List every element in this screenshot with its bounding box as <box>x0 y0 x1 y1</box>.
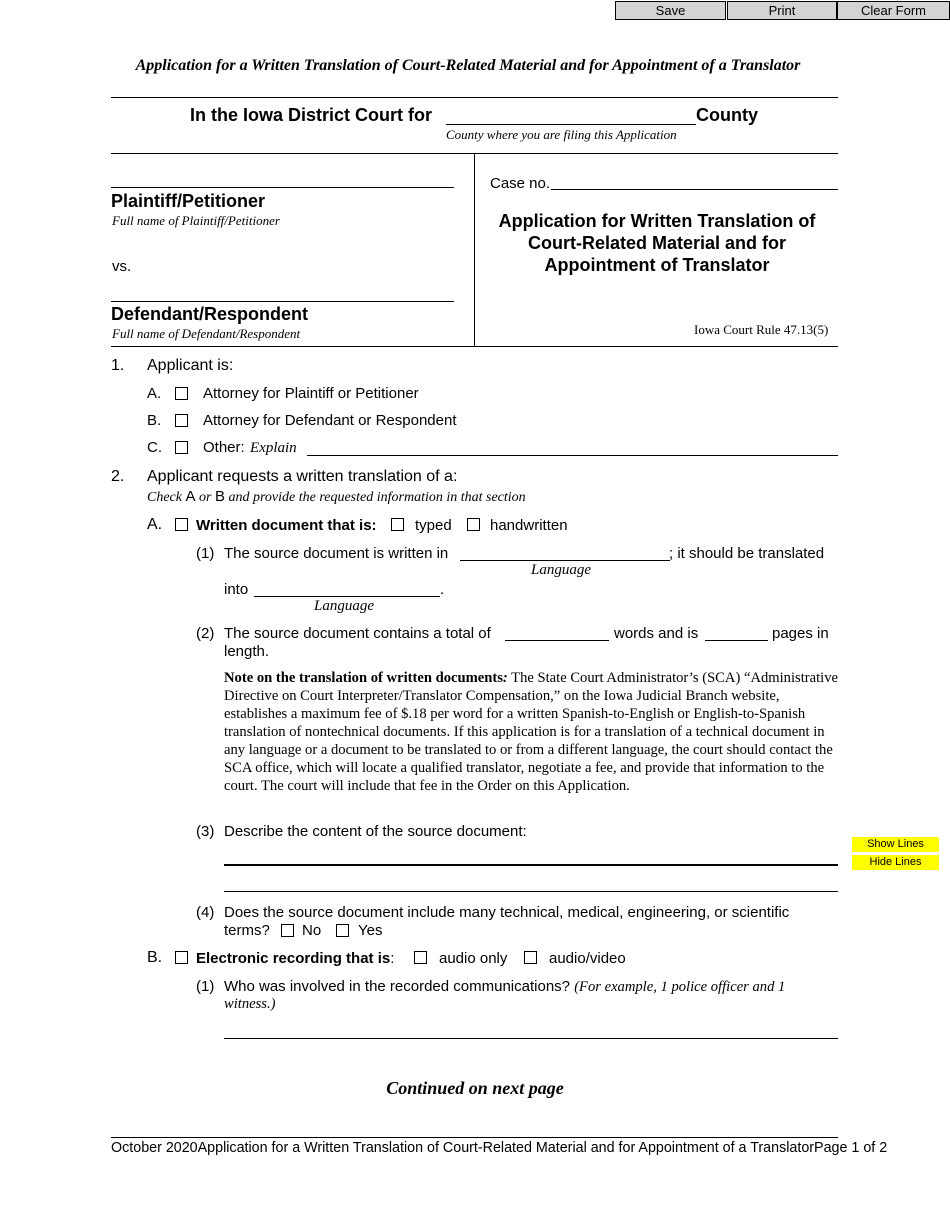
audio-only-checkbox[interactable] <box>414 951 427 964</box>
q2-hint-or: or <box>199 490 212 505</box>
plaintiff-name-input[interactable] <box>111 171 454 188</box>
q2-b-checkbox[interactable] <box>175 951 188 964</box>
q2-a2-text-a: The source document contains a total of <box>224 625 491 642</box>
recorded-participants-line[interactable] <box>224 1038 838 1039</box>
translation-note <box>224 669 838 795</box>
q2-b1-hint-a: (For example, 1 police officer and 1 <box>574 979 786 995</box>
q2-b1-number: (1) <box>196 978 215 995</box>
q2-text: Applicant requests a written translation of a: <box>147 468 458 485</box>
footer <box>111 1140 887 1156</box>
document-title-line-2: Court-Related Material and for <box>527 233 787 253</box>
q2-a2-text-b: words and is <box>614 625 699 642</box>
print-button[interactable]: Print <box>727 1 837 20</box>
q2-a1-text-a: The source document is written in <box>224 545 449 562</box>
q1-c-explain-input[interactable] <box>307 439 838 456</box>
q2-hint-check: Check <box>147 490 182 505</box>
q2-a4-number: (4) <box>196 904 215 921</box>
q2-b-letter: B. <box>147 949 163 966</box>
q1-c-explain-hint: Explain <box>250 440 297 456</box>
translation-note-colon: : <box>502 670 508 686</box>
source-language-input[interactable] <box>460 544 670 561</box>
source-language-hint: Language <box>531 562 591 578</box>
q2-b1-hint-b: witness.) <box>224 996 276 1012</box>
q2-a4-text-a: Does the source document include many technical, medical, engineering, or scientific <box>224 904 790 921</box>
caption-rule-bottom <box>111 346 838 347</box>
q2-a-label: Written document that is: <box>196 517 377 534</box>
translation-note-body: The State Court Administrator’s (SCA) “Administrative Directive on Court Interpreter/Translator Compensation,” on the Iowa Judicial Branch website, establishes a maximum fee of $.18 per word for a written Spanish-to-English or English-to-Spanish translation of nontechnical documents. If this application is for a translation of a technical document in any language or a document to be translated to or from a different language, the court should contact the SCA office, which will locate a qualified translator, negotiate a fee, and provide that information to the court. The court will include that fee in the Order on this Application. <box>224 670 838 794</box>
plaintiff-hint: Full name of Plaintiff/Petitioner <box>112 213 280 228</box>
q2-a3-number: (3) <box>196 823 215 840</box>
footer-rule <box>111 1137 838 1138</box>
audio-only-label: audio only <box>439 950 508 967</box>
typed-checkbox[interactable] <box>391 518 404 531</box>
caption-divider <box>474 153 475 346</box>
target-language-hint: Language <box>314 598 374 614</box>
document-title-line-3: Appointment of Translator <box>544 255 770 275</box>
q2-b1-question: Who was involved in the recorded communications? <box>224 978 571 995</box>
content-description-line-1[interactable] <box>224 864 838 866</box>
q1-c-letter: C. <box>147 439 162 456</box>
q1-b-label: Attorney for Defendant or Respondent <box>203 412 457 429</box>
defendant-hint: Full name of Defendant/Respondent <box>112 326 301 341</box>
q1-a-letter: A. <box>147 385 162 402</box>
show-lines-button[interactable]: Show Lines <box>852 837 939 852</box>
q1-c-checkbox[interactable] <box>175 441 188 454</box>
q1-number: 1. <box>111 357 125 374</box>
q2-a2-text-c: pages in <box>772 625 829 642</box>
q2-a2-number: (2) <box>196 625 215 642</box>
audio-video-checkbox[interactable] <box>524 951 537 964</box>
technical-terms-yes-checkbox[interactable] <box>336 924 349 937</box>
court-suffix: County <box>696 105 758 125</box>
document-title <box>476 210 838 276</box>
q1-c-label: Other: <box>203 439 245 456</box>
translation-note-heading: Note on the translation of written documents <box>224 670 503 686</box>
county-input[interactable] <box>446 107 696 125</box>
footer-title: Application for a Written Translation of Court-Related Material and for Appointment of a Translator <box>197 1140 815 1156</box>
q2-a-letter: A. <box>147 516 163 533</box>
page-count-input[interactable] <box>705 624 768 641</box>
q2-hint-a: A <box>185 488 196 505</box>
q2-hint <box>147 488 526 506</box>
versus-label: vs. <box>112 258 132 275</box>
hide-lines-button[interactable]: Hide Lines <box>852 855 939 870</box>
defendant-name-input[interactable] <box>111 285 454 302</box>
q2-hint-rest: and provide the requested information in that section <box>228 490 526 505</box>
content-description-line-2[interactable] <box>224 891 838 892</box>
target-language-input[interactable] <box>254 580 440 597</box>
q2-b-label-text: Electronic recording that is <box>196 950 391 967</box>
technical-terms-yes-label: Yes <box>358 922 383 939</box>
q2-a1-period: . <box>440 581 445 598</box>
q1-a-checkbox[interactable] <box>175 387 188 400</box>
header-rule-top <box>111 97 838 98</box>
q2-a4-text-b: terms? <box>224 922 270 939</box>
q2-hint-b: B <box>214 488 225 505</box>
handwritten-checkbox[interactable] <box>467 518 480 531</box>
q2-b-label-colon: : <box>390 950 395 967</box>
footer-date: October 2020 <box>111 1140 198 1156</box>
q1-b-letter: B. <box>147 412 162 429</box>
handwritten-label: handwritten <box>490 517 568 534</box>
audio-video-label: audio/video <box>549 950 626 967</box>
plaintiff-label: Plaintiff/Petitioner <box>111 191 266 211</box>
typed-label: typed <box>415 517 452 534</box>
footer-page: Page 1 of 2 <box>814 1140 888 1156</box>
q2-a1-number: (1) <box>196 545 215 562</box>
court-prefix: In the Iowa District Court for <box>190 105 433 125</box>
q1-text: Applicant is: <box>147 357 234 374</box>
continued-note: Continued on next page <box>386 1078 564 1098</box>
case-number-label: Case no. <box>490 175 551 192</box>
case-number-input[interactable] <box>551 173 838 190</box>
q2-b1-text <box>224 978 838 996</box>
q2-a-checkbox[interactable] <box>175 518 188 531</box>
q2-b-label <box>196 950 394 967</box>
document-title-line-1: Application for Written Translation of <box>498 211 816 231</box>
defendant-label: Defendant/Respondent <box>111 304 309 324</box>
q2-a1-into: into <box>224 581 249 598</box>
clear-form-button[interactable]: Clear Form <box>837 1 950 20</box>
court-rule: Iowa Court Rule 47.13(5) <box>694 322 829 337</box>
q2-number: 2. <box>111 468 125 485</box>
save-button[interactable]: Save <box>615 1 726 20</box>
q2-a2-text-d: length. <box>224 643 270 660</box>
q2-a3-text: Describe the content of the source document: <box>224 823 527 840</box>
q1-b-checkbox[interactable] <box>175 414 188 427</box>
county-hint: County where you are filing this Application <box>446 127 677 142</box>
form-title: Application for a Written Translation of Court-Related Material and for Appointment of a Translator <box>135 57 801 74</box>
word-count-input[interactable] <box>505 624 609 641</box>
q2-a1-text-b: ; it should be translated <box>669 545 825 562</box>
q1-a-label: Attorney for Plaintiff or Petitioner <box>203 385 419 402</box>
technical-terms-no-label: No <box>302 922 322 939</box>
technical-terms-no-checkbox[interactable] <box>281 924 294 937</box>
